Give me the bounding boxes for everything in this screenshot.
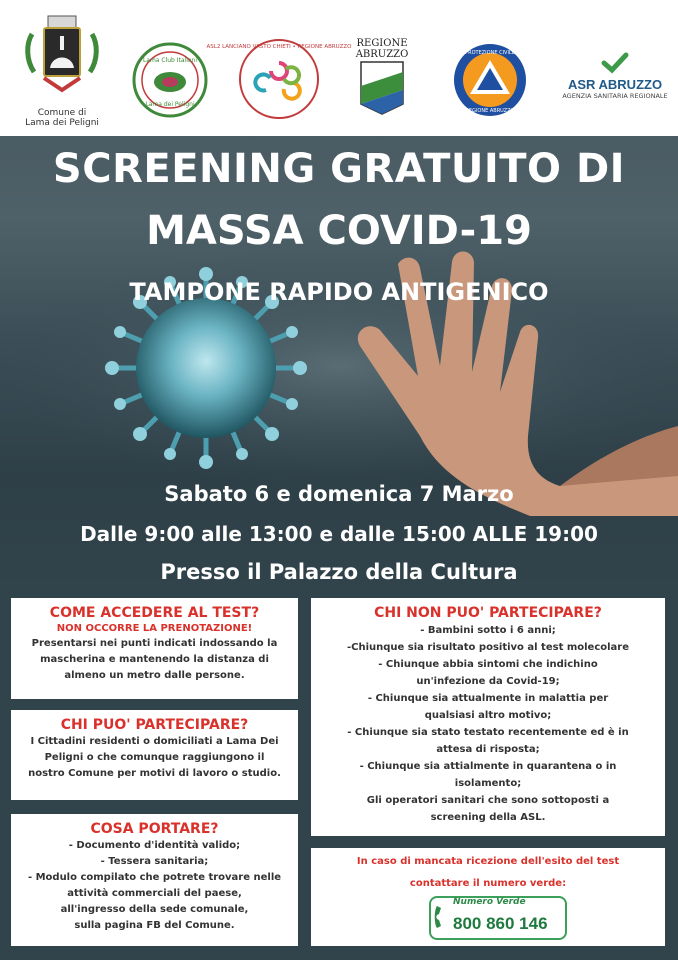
- toll-free-label: Numero Verde: [453, 897, 526, 907]
- asr-subtitle: AGENZIA SANITARIA REGIONALE: [562, 92, 668, 100]
- checkmark-icon: [601, 52, 629, 74]
- comune-caption-2: Lama dei Peligni: [25, 118, 99, 128]
- cosa-line: - Tessera sanitaria;: [100, 856, 209, 867]
- chi-puo-heading: CHI PUO' PARTECIPARE?: [60, 717, 249, 733]
- subtitle: TAMPONE RAPIDO ANTIGENICO: [129, 278, 549, 306]
- chi-non-line: -Chiunque sia risultato positivo al test molecolare: [346, 642, 630, 653]
- event-place: Presso il Palazzo della Cultura: [160, 560, 518, 584]
- comune-logo: [20, 12, 104, 132]
- asl2-logo: [206, 38, 352, 120]
- cosa-line: - Modulo compilato che potrete trovare nelle: [27, 872, 282, 883]
- chi-non-line: un'infezione da Covid-19;: [416, 676, 560, 687]
- comune-crest-icon: [20, 12, 104, 104]
- asl2-icon: [206, 38, 352, 120]
- chi-non-line: isolamento;: [454, 778, 522, 789]
- chi-puo-line: nostro Comune per motivi di lavoro o studio.: [28, 768, 281, 779]
- come-line: almeno un metro dalle persone.: [64, 670, 245, 681]
- cosa-line: attività commerciali del paese,: [67, 888, 242, 899]
- lama-club-logo: [132, 42, 208, 118]
- come-accedere-heading: COME ACCEDERE AL TEST?: [49, 605, 260, 621]
- cosa-portare-heading: COSA PORTARE?: [90, 821, 219, 837]
- hero-banner: [0, 136, 678, 590]
- asr-name: ASR ABRUZZO: [567, 77, 663, 92]
- chi-non-line: - Chiunque sia attialmente in quarantena o in: [359, 761, 617, 772]
- lama-club-text-1: Lama Club Italiani: [142, 57, 198, 64]
- toll-free-number: 800 860 146: [453, 914, 548, 933]
- esito-line: In caso di mancata ricezione dell'esito del test: [356, 856, 620, 867]
- regione-text-1: REGIONE: [356, 38, 408, 49]
- chi-non-line: attesa di risposta;: [436, 744, 540, 755]
- chi-puo-line: Peligni o che comunque raggiungono il: [44, 752, 265, 763]
- event-dates: Sabato 6 e domenica 7 Marzo: [164, 482, 514, 506]
- esito-line: contattare il numero verde:: [409, 878, 567, 889]
- lama-club-text-2: Lama dei Peligni: [145, 101, 195, 108]
- esito-box: [311, 848, 665, 946]
- protciv-bottom-text: REGIONE ABRUZZO: [465, 108, 515, 114]
- title-line-2: MASSA COVID-19: [146, 208, 532, 254]
- cosa-line: - Documento d'identità valido;: [68, 840, 241, 851]
- toll-free-number-badge[interactable]: [429, 896, 567, 940]
- chi-puo-line: I Cittadini residenti o domiciliati a Lama Dei: [30, 736, 279, 747]
- cosa-portare-box: [11, 814, 298, 946]
- regione-abruzzo-logo: [352, 38, 412, 118]
- come-line: Presentarsi nei punti indicati indossando la: [31, 638, 278, 649]
- lama-club-icon: [132, 42, 208, 118]
- cosa-line: all'ingresso della sede comunale,: [60, 904, 249, 915]
- regione-text-2: ABRUZZO: [355, 49, 409, 60]
- comune-caption-1: Comune di: [37, 108, 87, 118]
- regione-shield-icon: [359, 60, 405, 116]
- cosa-line: sulla pagina FB del Comune.: [74, 920, 235, 931]
- asr-abruzzo-logo: [560, 52, 670, 102]
- chi-non-puo-box: [311, 598, 665, 836]
- phone-icon: [433, 904, 449, 930]
- chi-non-line: - Chiunque sia stato testato recentemente ed è in: [347, 727, 629, 738]
- chi-non-line: screening della ASL.: [430, 812, 546, 823]
- chi-non-line: Gli operatori sanitari che sono sottoposti a: [366, 795, 610, 806]
- chi-non-line: qualsiasi altro motivo;: [424, 710, 552, 721]
- protezione-civile-logo: [452, 42, 528, 118]
- chi-non-puo-heading: CHI NON PUO' PARTECIPARE?: [374, 605, 602, 621]
- protezione-civile-icon: [452, 42, 528, 118]
- logo-strip: [0, 0, 678, 136]
- protciv-top-text: PROTEZIONE CIVILE: [465, 50, 515, 56]
- event-hours: Dalle 9:00 alle 13:00 e dalle 15:00 ALLE 19:00: [80, 522, 598, 546]
- chi-non-line: - Chiunque sia attualmente in malattia per: [367, 693, 609, 704]
- title-line-1: SCREENING GRATUITO DI: [52, 146, 626, 192]
- chi-puo-box: [11, 710, 298, 800]
- come-line: mascherina e mantenendo la distanza di: [40, 654, 269, 665]
- chi-non-line: - Chiunque abbia sintomi che indichino: [378, 659, 598, 670]
- come-accedere-box: [11, 598, 298, 699]
- info-section: [0, 590, 678, 960]
- chi-non-line: - Bambini sotto i 6 anni;: [420, 625, 556, 636]
- asl2-ring-text: ASL2 LANCIANO VASTO CHIETI • REGIONE ABRUZZO: [206, 44, 352, 50]
- no-booking-note: NON OCCORRE LA PRENOTAZIONE!: [56, 623, 253, 634]
